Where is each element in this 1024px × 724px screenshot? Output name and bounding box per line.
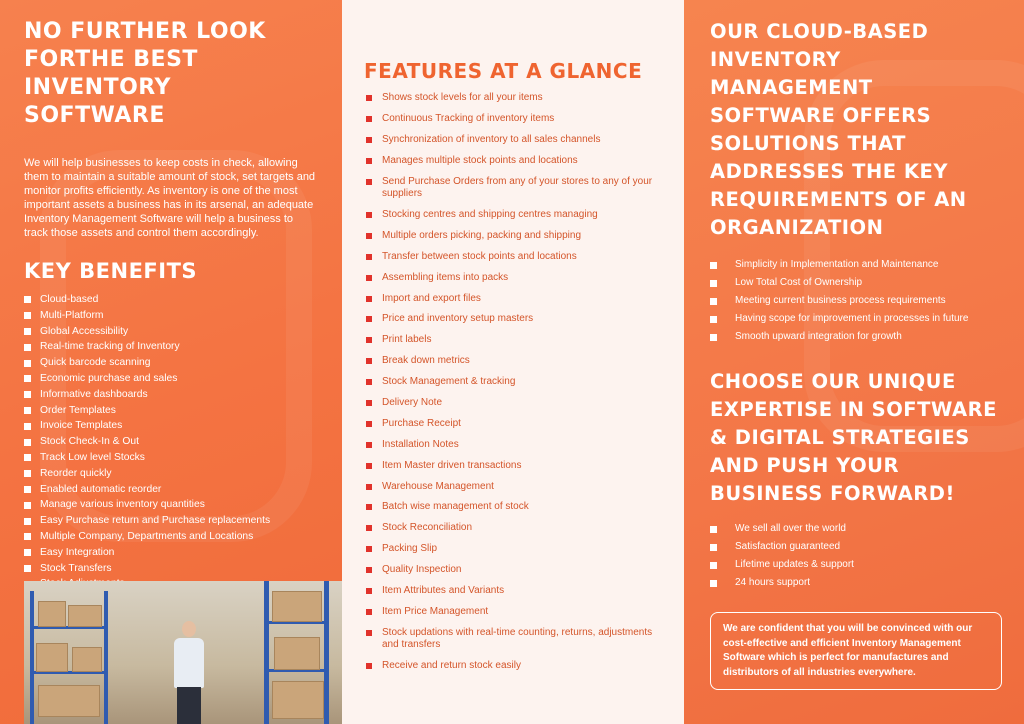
feature-item-label: Multiple orders picking, packing and shipping — [382, 229, 582, 241]
requirement-item — [710, 328, 1002, 346]
feature-item-label: Transfer between stock points and locations — [382, 250, 577, 262]
feature-item — [364, 397, 666, 410]
feature-item — [364, 209, 666, 222]
benefit-item — [24, 450, 318, 466]
promises-list — [710, 520, 1002, 592]
bullet-icon — [24, 407, 31, 414]
bullet-icon — [366, 567, 372, 573]
benefit-item-label: Real-time tracking of Inventory — [40, 341, 180, 353]
feature-item-label: Packing Slip — [382, 543, 438, 555]
feature-item-label: Stock updations with real-time counting, returns, adjustments and transfers — [382, 626, 653, 651]
bullet-icon — [24, 296, 31, 303]
benefit-item — [24, 466, 318, 482]
feature-item — [364, 660, 666, 673]
benefit-item — [24, 497, 318, 513]
bullet-icon — [710, 316, 717, 323]
benefit-item-label: Multi-Platform — [40, 309, 104, 321]
requirements-list — [710, 256, 1002, 346]
bullet-icon — [710, 334, 717, 341]
feature-item-label: Item Price Management — [382, 605, 489, 617]
benefit-item — [24, 355, 318, 371]
bullet-icon — [24, 360, 31, 367]
feature-item — [364, 481, 666, 494]
bullet-icon — [710, 298, 717, 305]
feature-item — [364, 501, 666, 514]
feature-item-label: Installation Notes — [382, 438, 459, 450]
feature-item-label: Stock Management & tracking — [382, 376, 516, 388]
bullet-icon — [24, 391, 31, 398]
promise-item — [710, 556, 1002, 574]
requirement-item-label: Simplicity in Implementation and Maintenance — [735, 259, 939, 270]
left-title: NO FURTHER LOOK FORTHE BEST INVENTORY SOFTWARE — [24, 19, 266, 128]
feature-item-label: Synchronization of inventory to all sales channels — [382, 133, 601, 145]
bullet-icon — [24, 518, 31, 525]
bullet-icon — [366, 546, 372, 552]
benefit-item — [24, 529, 318, 545]
bullet-icon — [366, 158, 372, 164]
bullet-icon — [366, 484, 372, 490]
benefit-item-label: Quick barcode scanning — [40, 357, 151, 369]
benefit-item-label: Track Low level Stocks — [40, 451, 145, 463]
feature-item — [364, 334, 666, 347]
feature-item-label: Import and export files — [382, 292, 481, 304]
warehouse-photo — [24, 581, 342, 724]
benefit-item-label: Easy Integration — [40, 546, 115, 558]
bullet-icon — [24, 375, 31, 382]
bullet-icon — [24, 423, 31, 430]
benefit-item — [24, 545, 318, 561]
benefit-item — [24, 339, 318, 355]
promise-item-label: Lifetime updates & support — [735, 559, 854, 570]
bullet-icon — [24, 312, 31, 319]
requirement-item-label: Low Total Cost of Ownership — [735, 277, 863, 288]
feature-item-label: Quality Inspection — [382, 564, 462, 576]
benefit-item — [24, 513, 318, 529]
feature-item-label: Item Attributes and Variants — [382, 584, 505, 596]
bullet-icon — [366, 630, 372, 636]
feature-item — [364, 543, 666, 556]
feature-item — [364, 92, 666, 105]
right-title: OUR CLOUD-BASED INVENTORY MANAGEMENT SOFTWARE OFFERS SOLUTIONS THAT ADDRESSES THE KEY REQUIREMENTS OF AN ORGANIZATION — [710, 20, 967, 239]
feature-item — [364, 230, 666, 243]
requirement-item-label: Meeting current business process requirements — [735, 295, 946, 306]
bullet-icon — [24, 502, 31, 509]
bullet-icon — [24, 470, 31, 477]
feature-item-label: Stocking centres and shipping centres managing — [382, 208, 598, 220]
benefit-item — [24, 418, 318, 434]
feature-item — [364, 418, 666, 431]
feature-item — [364, 293, 666, 306]
feature-item-label: Assembling items into packs — [382, 271, 509, 283]
feature-item — [364, 627, 666, 652]
bullet-icon — [24, 486, 31, 493]
benefit-item-label: Manage various inventory quantities — [40, 499, 205, 511]
requirement-item — [710, 256, 1002, 274]
bullet-icon — [366, 137, 372, 143]
feature-item-label: Delivery Note — [382, 396, 443, 408]
feature-item — [364, 134, 666, 147]
feature-item-label: Warehouse Management — [382, 480, 494, 492]
bullet-icon — [366, 463, 372, 469]
benefit-item — [24, 308, 318, 324]
requirement-item-label: Having scope for improvement in processes in future — [735, 313, 969, 324]
features-heading: FEATURES AT A GLANCE — [364, 59, 643, 83]
benefit-item-label: Invoice Templates — [40, 420, 123, 432]
feature-item-label: Receive and return stock easily — [382, 660, 521, 672]
bullet-icon — [710, 280, 717, 287]
bullet-icon — [710, 580, 717, 587]
worker-figure — [174, 621, 204, 724]
feature-item-label: Shows stock levels for all your items — [382, 92, 543, 103]
benefit-item — [24, 434, 318, 450]
benefit-item — [24, 387, 318, 403]
requirement-item — [710, 274, 1002, 292]
feature-item — [364, 155, 666, 168]
bullet-icon — [710, 526, 717, 533]
bullet-icon — [366, 296, 372, 302]
feature-item-label: Stock Reconciliation — [382, 522, 473, 534]
feature-item — [364, 313, 666, 326]
benefit-item-label: Enabled automatic reorder — [40, 483, 162, 495]
bullet-icon — [366, 233, 372, 239]
intro-paragraph: We will help businesses to keep costs in check, allowing them to maintain a suitable amount of stock, set targets and monitor profits efficiently. As inventory is one of the most important assets a business has in its arsenal, an adequate Inventory Management Software will help a business to track those assets and control them accordingly. — [24, 157, 316, 239]
feature-item-label: Continuous Tracking of inventory items — [382, 112, 555, 124]
feature-item — [364, 564, 666, 577]
feature-item — [364, 460, 666, 473]
promise-item — [710, 538, 1002, 556]
requirement-item — [710, 310, 1002, 328]
feature-item — [364, 376, 666, 389]
benefit-item — [24, 292, 318, 308]
feature-item — [364, 606, 666, 619]
benefit-item-label: Multiple Company, Departments and Locations — [40, 530, 254, 542]
feature-item — [364, 251, 666, 264]
bullet-icon — [710, 544, 717, 551]
key-benefits-heading: KEY BENEFITS — [24, 259, 198, 283]
bullet-icon — [366, 316, 372, 322]
bullet-icon — [24, 454, 31, 461]
bullet-icon — [366, 421, 372, 427]
feature-item — [364, 176, 666, 201]
feature-item-label: Manages multiple stock points and locations — [382, 154, 578, 166]
bullet-icon — [366, 400, 372, 406]
feature-item-label: Send Purchase Orders from any of your stores to any of your suppliers — [382, 175, 653, 200]
feature-item-label: Price and inventory setup masters — [382, 313, 534, 325]
expertise-heading: CHOOSE OUR UNIQUE EXPERTISE IN SOFTWARE & DIGITAL STRATEGIES AND PUSH YOUR BUSINESS FORWARD! — [710, 370, 997, 505]
bullet-icon — [366, 525, 372, 531]
benefit-item-label: Stock Check-In & Out — [40, 436, 140, 448]
requirement-item-label: Smooth upward integration for growth — [735, 331, 902, 342]
benefit-item — [24, 403, 318, 419]
feature-item-label: Break down metrics — [382, 355, 470, 367]
right-panel — [684, 0, 1024, 724]
feature-item-label: Item Master driven transactions — [382, 459, 522, 471]
bullet-icon — [366, 254, 372, 260]
bullet-icon — [366, 442, 372, 448]
feature-item-label: Batch wise management of stock — [382, 501, 529, 513]
bullet-icon — [24, 328, 31, 335]
bullet-icon — [366, 504, 372, 510]
benefits-list — [24, 292, 318, 592]
bullet-icon — [366, 588, 372, 594]
confidence-note: We are confident that you will be convinced with our cost-effective and efficient Inventory Management Software which is perfect for manufactures and distributors of all industries everywhere. — [710, 612, 1002, 690]
bullet-icon — [366, 358, 372, 364]
bullet-icon — [366, 116, 372, 122]
feature-item — [364, 272, 666, 285]
benefit-item-label: Stock Transfers — [40, 562, 112, 574]
benefit-item-label: Reorder quickly — [40, 467, 112, 479]
bullet-icon — [366, 337, 372, 343]
benefit-item-label: Global Accessibility — [40, 325, 129, 337]
bullet-icon — [710, 562, 717, 569]
promise-item — [710, 574, 1002, 592]
feature-item — [364, 439, 666, 452]
promise-item-label: We sell all over the world — [735, 523, 846, 534]
left-panel — [0, 0, 342, 724]
features-list — [364, 92, 666, 673]
promise-item-label: Satisfaction guaranteed — [735, 541, 841, 552]
feature-item — [364, 585, 666, 598]
benefit-item-label: Economic purchase and sales — [40, 372, 178, 384]
benefit-item-label: Informative dashboards — [40, 388, 148, 400]
feature-item-label: Purchase Receipt — [382, 417, 461, 429]
bullet-icon — [366, 179, 372, 185]
feature-item — [364, 113, 666, 126]
middle-panel — [342, 0, 684, 724]
promise-item — [710, 520, 1002, 538]
feature-item — [364, 522, 666, 535]
bullet-icon — [710, 262, 717, 269]
bullet-icon — [366, 275, 372, 281]
promise-item-label: 24 hours support — [735, 577, 811, 588]
feature-item-label: Print labels — [382, 334, 432, 346]
benefit-item-label: Order Templates — [40, 404, 116, 416]
benefit-item — [24, 482, 318, 498]
bullet-icon — [24, 533, 31, 540]
bullet-icon — [24, 344, 31, 351]
bullet-icon — [366, 379, 372, 385]
benefit-item — [24, 371, 318, 387]
bullet-icon — [366, 212, 372, 218]
benefit-item — [24, 561, 318, 577]
feature-item — [364, 355, 666, 368]
benefit-item — [24, 324, 318, 340]
bullet-icon — [24, 565, 31, 572]
bullet-icon — [366, 663, 372, 669]
benefit-item-label: Cloud-based — [40, 294, 99, 305]
bullet-icon — [366, 609, 372, 615]
benefit-item-label: Easy Purchase return and Purchase replacements — [40, 515, 271, 527]
bullet-icon — [24, 439, 31, 446]
requirement-item — [710, 292, 1002, 310]
bullet-icon — [24, 549, 31, 556]
bullet-icon — [366, 95, 372, 101]
